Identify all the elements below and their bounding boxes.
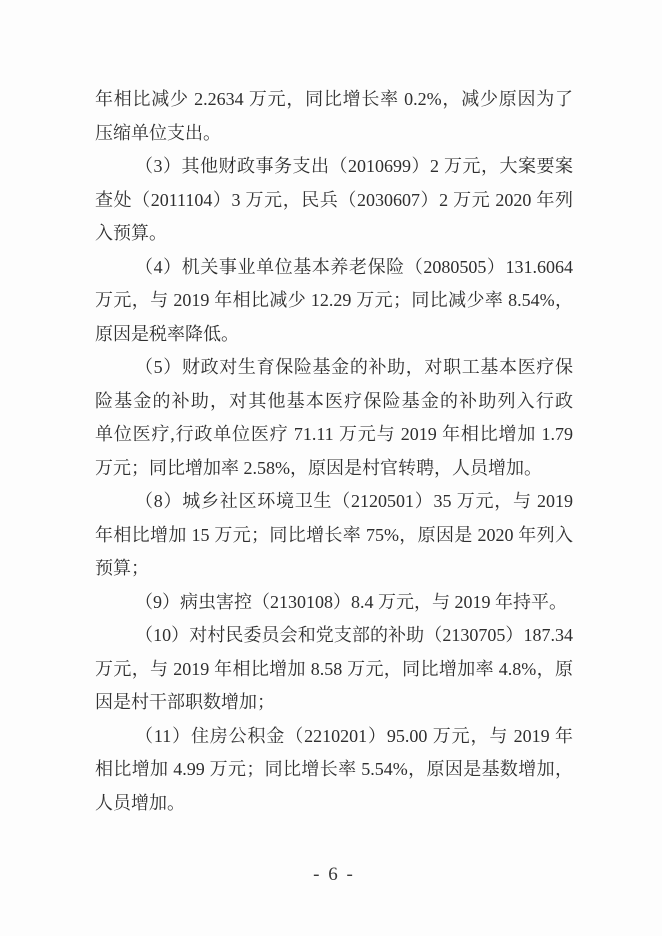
text-line: 查处（2011104）3 万元，民兵（2030607）2 万元 2020 年列 bbox=[95, 189, 573, 210]
paragraph-item-8 bbox=[95, 485, 573, 586]
text-line: （5）财政对生育保险基金的补助，对职工基本医疗保 bbox=[135, 357, 573, 377]
text-line: 万元，与 2019 年相比增加 8.58 万元，同比增加率 4.8%，原 bbox=[95, 658, 573, 679]
text-line: （3）其他财政事务支出（2010699）2 万元，大案要案 bbox=[135, 156, 573, 176]
paragraph-item-11 bbox=[95, 720, 573, 821]
text-line: 预算； bbox=[95, 558, 149, 578]
text-line: 年相比减少 2.2634 万元，同比增长率 0.2%，减少原因为了 bbox=[95, 89, 573, 109]
text-line: （10）对村民委员会和党支部的补助（2130705）187.34 bbox=[135, 625, 573, 645]
text-line: 万元；同比增加率 2.58%，原因是村官转聘，人员增加。 bbox=[95, 457, 542, 478]
text-line: 入预算。 bbox=[95, 223, 167, 243]
paragraph-item-3 bbox=[95, 150, 573, 251]
paragraph-continuation-paragraph bbox=[95, 83, 573, 150]
paragraph-item-5 bbox=[95, 351, 573, 485]
text-line: 单位医疗,行政单位医疗 71.11 万元与 2019 年相比增加 1.79 bbox=[95, 424, 573, 444]
paragraph-item-4 bbox=[95, 251, 573, 352]
text-line: 相比增加 4.99 万元；同比增长率 5.54%，原因是基数增加， bbox=[95, 759, 573, 779]
document-body bbox=[95, 83, 573, 820]
text-line: 险基金的补助，对其他基本医疗保险基金的补助列入行政 bbox=[95, 390, 573, 411]
text-line: 万元，与 2019 年相比减少 12.29 万元；同比减少率 8.54%， bbox=[95, 290, 573, 310]
text-line: 年相比增加 15 万元；同比增长率 75%，原因是 2020 年列入 bbox=[95, 524, 573, 545]
text-line: （8）城乡社区环境卫生（2120501）35 万元，与 2019 bbox=[135, 491, 573, 511]
page-number: - 6 - bbox=[313, 864, 355, 885]
text-line: 人员增加。 bbox=[95, 792, 185, 813]
text-line: 压缩单位支出。 bbox=[95, 122, 221, 143]
text-line: 因是村干部职数增加； bbox=[95, 692, 275, 712]
text-line: 原因是税率降低。 bbox=[95, 323, 239, 344]
paragraph-item-9 bbox=[95, 586, 573, 620]
text-line: （9）病虫害控（2130108）8.4 万元，与 2019 年持平。 bbox=[135, 591, 567, 612]
text-line: （11）住房公积金（2210201）95.00 万元，与 2019 年 bbox=[135, 725, 573, 746]
paragraph-item-10 bbox=[95, 619, 573, 720]
text-line: （4）机关事业单位基本养老保险（2080505）131.6064 bbox=[135, 256, 573, 277]
